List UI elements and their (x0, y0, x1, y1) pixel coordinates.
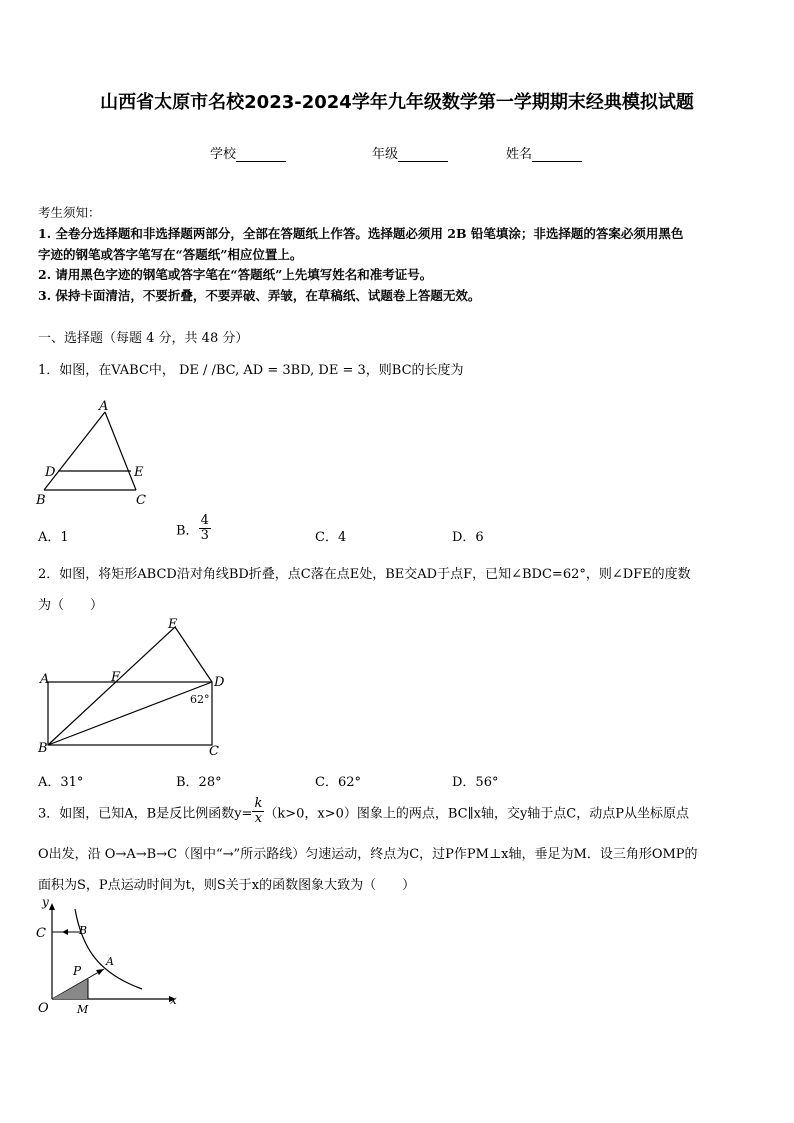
q3-suffix: （k>0，x>0）图象上的两点，BC∥x轴，交y轴于点C，动点P从坐标原点 (264, 806, 689, 822)
q1-option-a[interactable]: A．1 (38, 530, 69, 545)
q2-angle-label: 62° (190, 693, 210, 706)
school-label: 学校 (210, 147, 237, 162)
grade-field (372, 143, 448, 162)
name-label: 姓名 (506, 147, 533, 162)
school-field (210, 143, 286, 162)
q1-label-a: A (99, 399, 109, 414)
notice-heading: 考生须知： (38, 205, 101, 220)
q3-label-b: B (79, 924, 88, 937)
q2-label-e: E (168, 617, 178, 632)
q3-graph-figure (30, 893, 190, 1023)
q3-label-y: y (42, 895, 49, 909)
q3-fraction-numerator: k (254, 796, 263, 811)
q1-option-d[interactable]: D．6 (452, 530, 484, 545)
q3-fraction (252, 797, 264, 827)
question-1-stem (38, 359, 464, 378)
q1-mid: 中， (148, 363, 175, 378)
q1-option-b[interactable] (176, 514, 211, 544)
q3-label-m: M (77, 1003, 89, 1016)
q3-prefix: 3．如图，已知A，B是反比例函数y= (38, 806, 253, 822)
page-title: 山西省太原市名校2023-2024学年九年级数学第一学期期末经典模拟试题 (100, 92, 694, 113)
notice-item-2: 2. 请用黑色字迹的钢笔或答字笔在“答题纸”上先填写姓名和准考证号。 (38, 267, 433, 282)
q2-label-f: F (111, 670, 121, 685)
q1-suffix: ，则 (365, 363, 392, 378)
notice-item-1-line-2: 字迹的钢笔或答字笔写在“答题纸”相应位置上。 (38, 247, 303, 262)
grade-label: 年级 (372, 147, 399, 162)
q1-end: 的长度为 (411, 363, 464, 378)
q1-label-d: D (45, 465, 56, 480)
question-3-line-2: O出发，沿 O→A→B→C（图中“→”所示路线）匀速运动，终点为C，过P作PM⊥x轴，垂足为M．设三角形OMP的 (38, 847, 698, 862)
q2-label-b: B (38, 741, 48, 756)
q2-rectangle-figure (30, 612, 230, 762)
q1-option-b-fraction (199, 514, 211, 544)
q1-triangle-figure (30, 395, 160, 510)
q2-label-c: C (209, 744, 219, 759)
q1-option-b-prefix: B． (176, 523, 199, 539)
school-blank (236, 149, 286, 162)
q2-option-c[interactable]: C．62° (315, 775, 361, 790)
q3-label-a: A (106, 955, 114, 968)
q2-label-a: A (40, 672, 50, 687)
q1-prefix: 1．如图，在 (38, 363, 112, 378)
question-2-line-2: 为（ ） (38, 598, 104, 613)
q1-label-b: B (36, 493, 46, 508)
q2-label-d: D (214, 675, 225, 690)
q3-label-x: x (170, 993, 177, 1007)
name-blank (532, 149, 582, 162)
question-2-line-1: 2．如图，将矩形ABCD沿对角线BD折叠，点C落在点E处，BE交AD于点F，已知∠BDC=62°，则∠DFE的度数 (38, 567, 691, 582)
q1-label-e: E (134, 465, 144, 480)
q3-label-o: O (38, 1001, 49, 1016)
q1-bc: BC (391, 363, 412, 378)
grade-blank (398, 149, 448, 162)
notice-item-3: 3. 保持卡面清洁，不要折叠，不要弄破、弄皱，在草稿纸、试题卷上答题无效。 (38, 288, 481, 303)
q1-condition: DE / /BC, AD = 3BD, DE = 3 (178, 363, 366, 378)
q2-option-d[interactable]: D．56° (452, 775, 499, 790)
q1-triangle: VABC (111, 363, 149, 378)
q1-option-b-denominator: 3 (200, 528, 209, 544)
question-3-line-3: 面积为S，P点运动时间为t，则S关于x的函数图象大致为（ ） (38, 878, 416, 893)
q3-fraction-denominator: x (254, 811, 263, 827)
notice-item-1-line-1: 1. 全卷分选择题和非选择题两部分，全部在答题纸上作答。选择题必须用 2B 铅笔填涂；非选择题的答案必须用黑色 (38, 226, 684, 241)
q1-option-b-numerator: 4 (200, 513, 209, 528)
question-3-line-1 (38, 797, 689, 827)
q3-label-c: C (36, 926, 46, 941)
q2-option-b[interactable]: B．28° (176, 775, 222, 790)
q2-option-a[interactable]: A．31° (38, 775, 84, 790)
section-heading: 一、选择题（每题 4 分，共 48 分） (38, 331, 249, 346)
q3-label-p: P (73, 964, 82, 978)
name-field (506, 143, 582, 162)
q1-option-c[interactable]: C．4 (315, 530, 347, 545)
q1-label-c: C (136, 493, 146, 508)
